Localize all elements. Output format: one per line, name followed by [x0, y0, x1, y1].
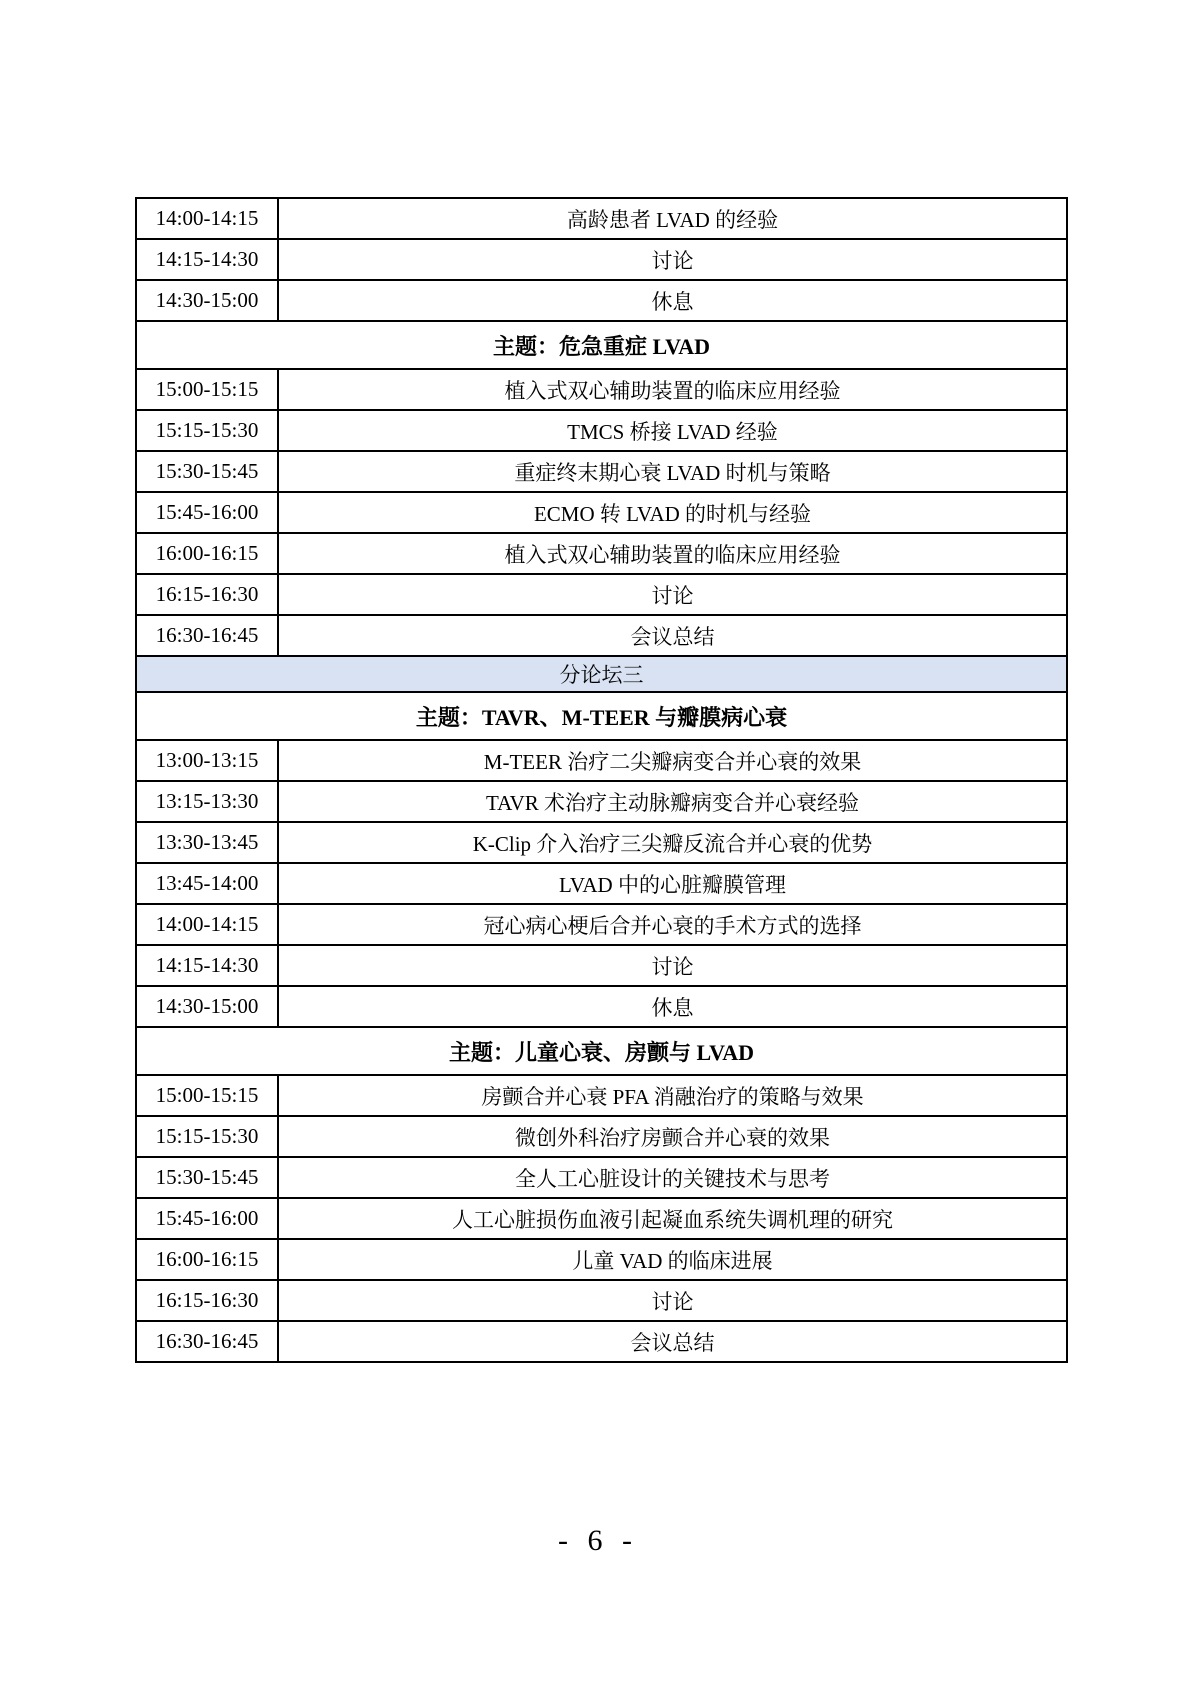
theme-cell: 主题：危急重症 LVAD	[136, 321, 1067, 369]
title-cell: 讨论	[278, 945, 1067, 986]
agenda-row	[136, 863, 1067, 904]
title-cell: K-Clip 介入治疗三尖瓣反流合并心衰的优势	[278, 822, 1067, 863]
time-cell: 15:30-15:45	[136, 1157, 278, 1198]
theme-cell: 主题：儿童心衰、房颤与 LVAD	[136, 1027, 1067, 1075]
time-cell: 15:45-16:00	[136, 1198, 278, 1239]
agenda-row	[136, 1198, 1067, 1239]
title-cell: 儿童 VAD 的临床进展	[278, 1239, 1067, 1280]
time-cell: 15:15-15:30	[136, 410, 278, 451]
title-cell: LVAD 中的心脏瓣膜管理	[278, 863, 1067, 904]
time-cell: 14:00-14:15	[136, 904, 278, 945]
title-cell: 高龄患者 LVAD 的经验	[278, 198, 1067, 239]
agenda-row	[136, 986, 1067, 1027]
title-cell: 讨论	[278, 1280, 1067, 1321]
time-cell: 16:30-16:45	[136, 1321, 278, 1362]
time-cell: 15:45-16:00	[136, 492, 278, 533]
agenda-row	[136, 369, 1067, 410]
time-cell: 15:30-15:45	[136, 451, 278, 492]
title-cell: 房颤合并心衰 PFA 消融治疗的策略与效果	[278, 1075, 1067, 1116]
time-cell: 14:00-14:15	[136, 198, 278, 239]
agenda-row	[136, 740, 1067, 781]
agenda-row	[136, 410, 1067, 451]
time-cell: 13:45-14:00	[136, 863, 278, 904]
title-cell: M-TEER 治疗二尖瓣病变合并心衰的效果	[278, 740, 1067, 781]
title-cell: 植入式双心辅助装置的临床应用经验	[278, 533, 1067, 574]
time-cell: 14:30-15:00	[136, 280, 278, 321]
theme-row	[136, 321, 1067, 369]
title-cell: 微创外科治疗房颤合并心衰的效果	[278, 1116, 1067, 1157]
theme-row	[136, 1027, 1067, 1075]
theme-row	[136, 692, 1067, 740]
title-cell: 讨论	[278, 239, 1067, 280]
agenda-row	[136, 1157, 1067, 1198]
time-cell: 15:00-15:15	[136, 1075, 278, 1116]
forum-row	[136, 656, 1067, 692]
agenda-row	[136, 239, 1067, 280]
title-cell: 人工心脏损伤血液引起凝血系统失调机理的研究	[278, 1198, 1067, 1239]
title-cell: 重症终末期心衰 LVAD 时机与策略	[278, 451, 1067, 492]
forum-cell: 分论坛三	[136, 656, 1067, 692]
agenda-row	[136, 533, 1067, 574]
time-cell: 14:15-14:30	[136, 945, 278, 986]
title-cell: TMCS 桥接 LVAD 经验	[278, 410, 1067, 451]
time-cell: 16:30-16:45	[136, 615, 278, 656]
theme-cell: 主题：TAVR、M-TEER 与瓣膜病心衰	[136, 692, 1067, 740]
title-cell: 讨论	[278, 574, 1067, 615]
agenda-row	[136, 945, 1067, 986]
title-cell: 会议总结	[278, 615, 1067, 656]
agenda-row	[136, 781, 1067, 822]
time-cell: 13:15-13:30	[136, 781, 278, 822]
agenda-row	[136, 1239, 1067, 1280]
agenda-row	[136, 574, 1067, 615]
title-cell: 冠心病心梗后合并心衰的手术方式的选择	[278, 904, 1067, 945]
page-number: - 6 -	[558, 1524, 632, 1557]
agenda-row	[136, 1116, 1067, 1157]
time-cell: 15:15-15:30	[136, 1116, 278, 1157]
agenda-table	[135, 197, 1068, 1363]
time-cell: 14:15-14:30	[136, 239, 278, 280]
time-cell: 15:00-15:15	[136, 369, 278, 410]
time-cell: 16:15-16:30	[136, 1280, 278, 1321]
time-cell: 14:30-15:00	[136, 986, 278, 1027]
agenda-row	[136, 615, 1067, 656]
title-cell: 会议总结	[278, 1321, 1067, 1362]
agenda-row	[136, 1280, 1067, 1321]
title-cell: ECMO 转 LVAD 的时机与经验	[278, 492, 1067, 533]
agenda-row	[136, 1075, 1067, 1116]
time-cell: 13:30-13:45	[136, 822, 278, 863]
title-cell: 全人工心脏设计的关键技术与思考	[278, 1157, 1067, 1198]
agenda-row	[136, 1321, 1067, 1362]
title-cell: 植入式双心辅助装置的临床应用经验	[278, 369, 1067, 410]
time-cell: 16:15-16:30	[136, 574, 278, 615]
agenda-row	[136, 492, 1067, 533]
time-cell: 13:00-13:15	[136, 740, 278, 781]
agenda-row	[136, 822, 1067, 863]
title-cell: TAVR 术治疗主动脉瓣病变合并心衰经验	[278, 781, 1067, 822]
agenda-row	[136, 904, 1067, 945]
agenda-row	[136, 451, 1067, 492]
title-cell: 休息	[278, 280, 1067, 321]
title-cell: 休息	[278, 986, 1067, 1027]
time-cell: 16:00-16:15	[136, 533, 278, 574]
agenda-row	[136, 280, 1067, 321]
time-cell: 16:00-16:15	[136, 1239, 278, 1280]
agenda-row	[136, 198, 1067, 239]
